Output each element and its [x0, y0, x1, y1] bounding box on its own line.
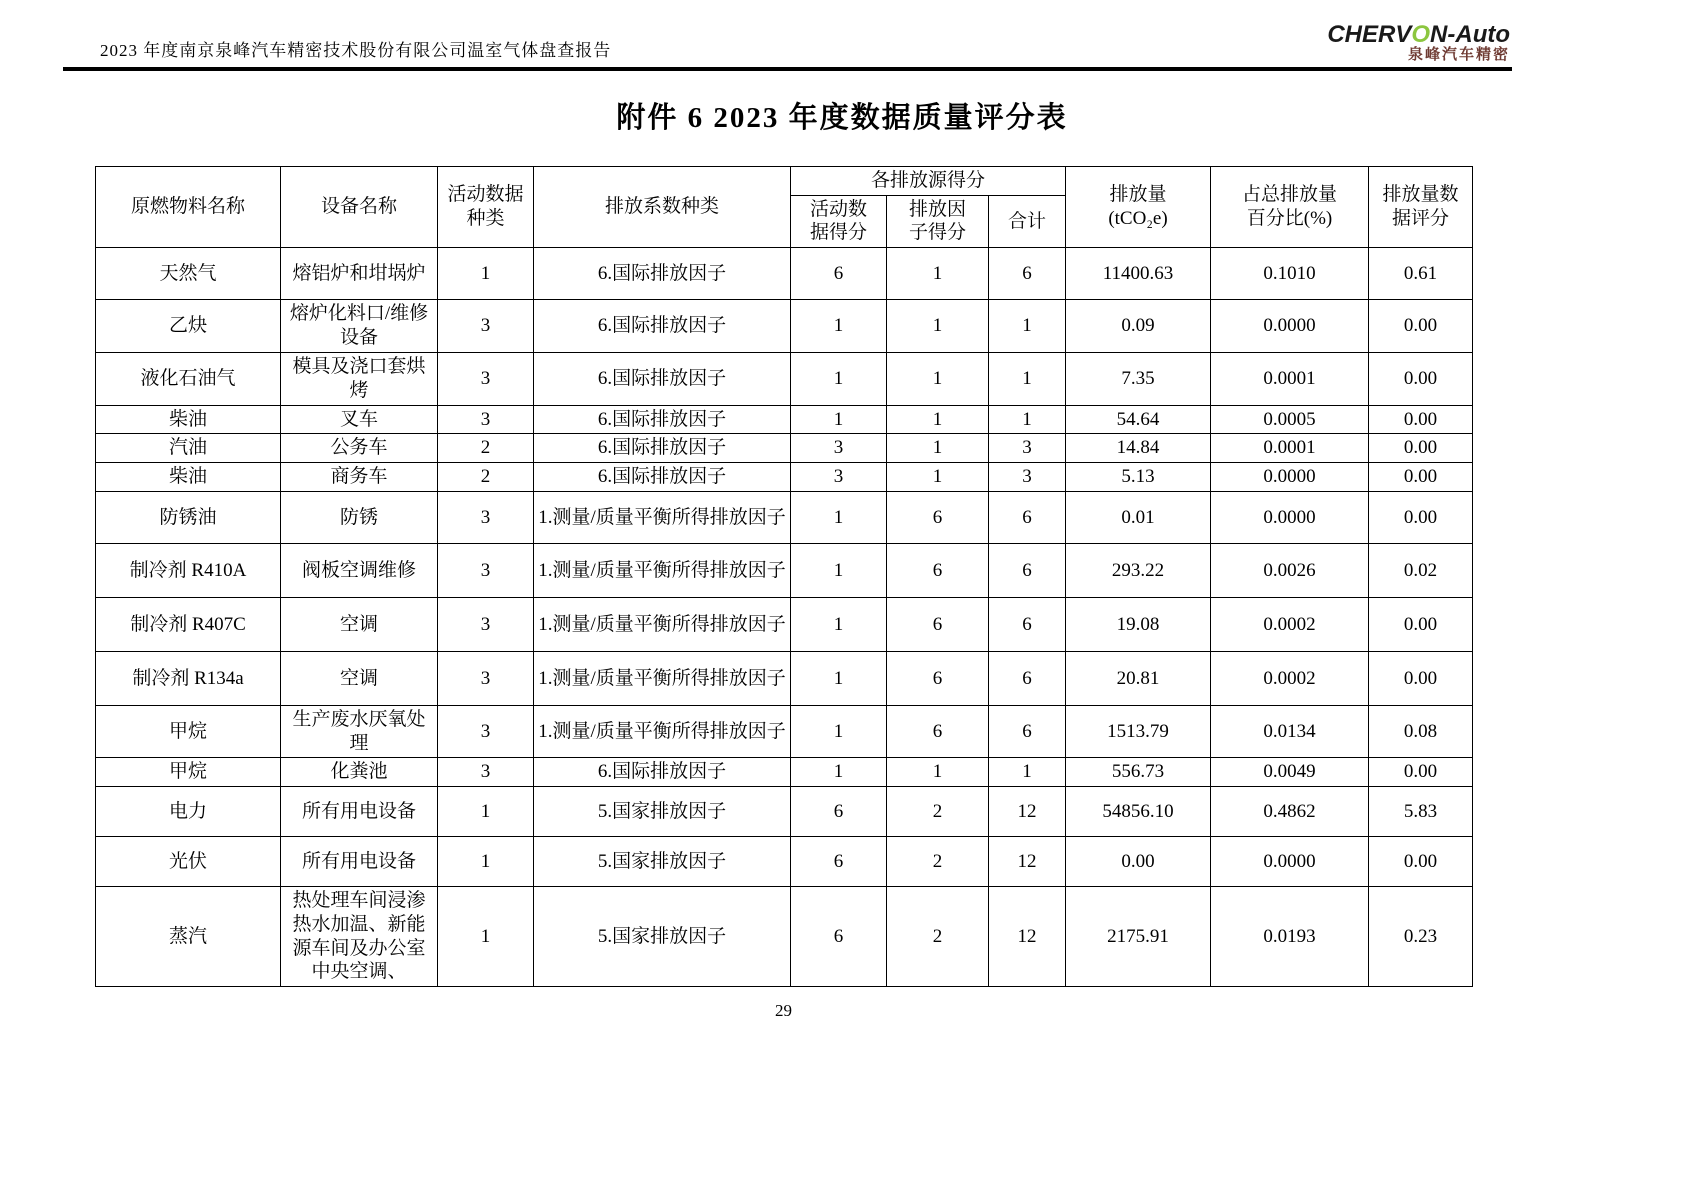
col-header-material: 原燃物料名称 [96, 166, 281, 247]
cell-activity-data-type: 3 [438, 300, 534, 353]
logo-brand-text: CHERVON-Auto [1327, 21, 1510, 48]
cell-data-score: 0.00 [1369, 463, 1473, 492]
cell-material: 光伏 [96, 837, 281, 887]
cell-factor-score: 6 [887, 543, 989, 597]
cell-material: 蒸汽 [96, 887, 281, 987]
cell-emission: 556.73 [1066, 758, 1211, 787]
cell-factor-score: 1 [887, 758, 989, 787]
cell-total-score: 6 [989, 597, 1066, 651]
cell-factor-score: 1 [887, 248, 989, 300]
cell-material: 甲烷 [96, 705, 281, 758]
cell-data-score: 0.00 [1369, 300, 1473, 353]
cell-factor-score: 2 [887, 837, 989, 887]
chervon-auto-logo [1327, 22, 1512, 63]
cell-total-score: 12 [989, 787, 1066, 837]
cell-material: 防锈油 [96, 491, 281, 543]
cell-share: 0.0049 [1211, 758, 1369, 787]
table-row [96, 651, 1473, 705]
cell-activity-score: 1 [791, 543, 887, 597]
cell-share: 0.0002 [1211, 651, 1369, 705]
cell-equipment: 公务车 [281, 434, 438, 463]
cell-equipment: 热处理车间浸渗热水加温、新能源车间及办公室中央空调、 [281, 887, 438, 987]
cell-share: 0.0134 [1211, 705, 1369, 758]
cell-factor-score: 6 [887, 491, 989, 543]
cell-data-score: 0.00 [1369, 434, 1473, 463]
cell-total-score: 12 [989, 887, 1066, 987]
cell-factor-score: 6 [887, 651, 989, 705]
cell-emission-factor-type: 1.测量/质量平衡所得排放因子 [534, 543, 791, 597]
cell-total-score: 6 [989, 543, 1066, 597]
cell-data-score: 0.00 [1369, 837, 1473, 887]
cell-activity-data-type: 1 [438, 837, 534, 887]
cell-data-score: 0.08 [1369, 705, 1473, 758]
cell-activity-data-type: 3 [438, 758, 534, 787]
table-row [96, 837, 1473, 887]
cell-emission: 1513.79 [1066, 705, 1211, 758]
cell-emission-factor-type: 1.测量/质量平衡所得排放因子 [534, 705, 791, 758]
cell-equipment: 阀板空调维修 [281, 543, 438, 597]
cell-emission-factor-type: 6.国际排放因子 [534, 434, 791, 463]
cell-equipment: 生产废水厌氧处理 [281, 705, 438, 758]
col-header-activity-score: 活动数 据得分 [791, 195, 887, 248]
table-row [96, 887, 1473, 987]
table-row [96, 597, 1473, 651]
cell-activity-score: 1 [791, 597, 887, 651]
cell-share: 0.0000 [1211, 837, 1369, 887]
cell-factor-score: 2 [887, 887, 989, 987]
cell-share: 0.0193 [1211, 887, 1369, 987]
cell-material: 电力 [96, 787, 281, 837]
cell-material: 乙炔 [96, 300, 281, 353]
cell-equipment: 所有用电设备 [281, 837, 438, 887]
cell-activity-data-type: 3 [438, 597, 534, 651]
cell-activity-score: 1 [791, 405, 887, 434]
cell-emission-factor-type: 6.国际排放因子 [534, 352, 791, 405]
cell-data-score: 0.00 [1369, 352, 1473, 405]
cell-data-score: 0.00 [1369, 405, 1473, 434]
cell-emission-factor-type: 5.国家排放因子 [534, 887, 791, 987]
cell-emission-factor-type: 5.国家排放因子 [534, 837, 791, 887]
cell-equipment: 模具及浇口套烘烤 [281, 352, 438, 405]
cell-data-score: 0.23 [1369, 887, 1473, 987]
cell-equipment: 化粪池 [281, 758, 438, 787]
cell-share: 0.0000 [1211, 491, 1369, 543]
cell-data-score: 0.02 [1369, 543, 1473, 597]
page-title: 附件 6 2023 年度数据质量评分表 [616, 101, 1068, 134]
cell-activity-score: 6 [791, 248, 887, 300]
table-row [96, 543, 1473, 597]
cell-total-score: 3 [989, 434, 1066, 463]
cell-emission-factor-type: 6.国际排放因子 [534, 248, 791, 300]
cell-total-score: 1 [989, 405, 1066, 434]
cell-activity-score: 1 [791, 758, 887, 787]
cell-activity-data-type: 3 [438, 352, 534, 405]
table-header-row-1 [96, 166, 1473, 195]
page-header [0, 0, 1684, 67]
col-header-source-scores-group: 各排放源得分 [791, 166, 1066, 195]
table-row [96, 405, 1473, 434]
table-row [96, 434, 1473, 463]
table-row [96, 787, 1473, 837]
cell-activity-score: 1 [791, 705, 887, 758]
cell-total-score: 1 [989, 300, 1066, 353]
cell-share: 0.1010 [1211, 248, 1369, 300]
cell-activity-data-type: 1 [438, 787, 534, 837]
cell-data-score: 0.00 [1369, 597, 1473, 651]
data-quality-score-table [95, 166, 1473, 987]
cell-equipment: 防锈 [281, 491, 438, 543]
col-header-emission: 排放量 (tCO₂e) [1066, 166, 1211, 247]
cell-data-score: 0.00 [1369, 491, 1473, 543]
cell-emission: 20.81 [1066, 651, 1211, 705]
cell-emission: 2175.91 [1066, 887, 1211, 987]
cell-emission: 11400.63 [1066, 248, 1211, 300]
col-header-activity-data-type: 活动数据 种类 [438, 166, 534, 247]
cell-share: 0.0001 [1211, 352, 1369, 405]
cell-emission-factor-type: 5.国家排放因子 [534, 787, 791, 837]
cell-activity-data-type: 3 [438, 705, 534, 758]
cell-total-score: 6 [989, 491, 1066, 543]
cell-total-score: 3 [989, 463, 1066, 492]
table-row [96, 248, 1473, 300]
cell-activity-score: 1 [791, 352, 887, 405]
cell-total-score: 1 [989, 758, 1066, 787]
cell-share: 0.4862 [1211, 787, 1369, 837]
cell-activity-score: 1 [791, 300, 887, 353]
cell-activity-data-type: 2 [438, 463, 534, 492]
cell-activity-score: 6 [791, 887, 887, 987]
cell-equipment: 熔炉化料口/维修设备 [281, 300, 438, 353]
col-header-factor-score: 排放因 子得分 [887, 195, 989, 248]
cell-equipment: 所有用电设备 [281, 787, 438, 837]
table-body [96, 248, 1473, 987]
cell-activity-score: 1 [791, 651, 887, 705]
cell-data-score: 0.00 [1369, 758, 1473, 787]
cell-emission-factor-type: 6.国际排放因子 [534, 463, 791, 492]
cell-activity-score: 3 [791, 434, 887, 463]
cell-total-score: 6 [989, 651, 1066, 705]
cell-data-score: 5.83 [1369, 787, 1473, 837]
table-row [96, 491, 1473, 543]
cell-factor-score: 2 [887, 787, 989, 837]
cell-emission: 19.08 [1066, 597, 1211, 651]
cell-material: 制冷剂 R134a [96, 651, 281, 705]
cell-material: 柴油 [96, 405, 281, 434]
cell-factor-score: 6 [887, 597, 989, 651]
cell-equipment: 空调 [281, 651, 438, 705]
cell-emission-factor-type: 1.测量/质量平衡所得排放因子 [534, 491, 791, 543]
header-rule [63, 67, 1512, 71]
table-row [96, 463, 1473, 492]
cell-emission: 14.84 [1066, 434, 1211, 463]
cell-emission: 0.09 [1066, 300, 1211, 353]
logo-o-mark: O [1411, 21, 1431, 48]
col-header-data-score: 排放量数 据评分 [1369, 166, 1473, 247]
cell-share: 0.0026 [1211, 543, 1369, 597]
cell-equipment: 叉车 [281, 405, 438, 434]
cell-activity-score: 3 [791, 463, 887, 492]
cell-share: 0.0000 [1211, 300, 1369, 353]
cell-activity-score: 6 [791, 837, 887, 887]
cell-data-score: 0.61 [1369, 248, 1473, 300]
cell-total-score: 6 [989, 705, 1066, 758]
cell-material: 制冷剂 R407C [96, 597, 281, 651]
cell-material: 甲烷 [96, 758, 281, 787]
cell-emission-factor-type: 6.国际排放因子 [534, 758, 791, 787]
col-header-emission-factor-type: 排放系数种类 [534, 166, 791, 247]
table-header [96, 166, 1473, 247]
cell-emission: 54.64 [1066, 405, 1211, 434]
cell-emission-factor-type: 6.国际排放因子 [534, 405, 791, 434]
cell-emission: 5.13 [1066, 463, 1211, 492]
cell-emission-factor-type: 6.国际排放因子 [534, 300, 791, 353]
cell-emission-factor-type: 1.测量/质量平衡所得排放因子 [534, 597, 791, 651]
cell-share: 0.0002 [1211, 597, 1369, 651]
cell-factor-score: 1 [887, 300, 989, 353]
cell-share: 0.0005 [1211, 405, 1369, 434]
logo-subtitle: 泉峰汽车精密 [1407, 46, 1510, 64]
report-header-text: 2023 年度南京泉峰汽车精密技术股份有限公司温室气体盘查报告 [100, 40, 612, 60]
cell-emission-factor-type: 1.测量/质量平衡所得排放因子 [534, 651, 791, 705]
table-row [96, 352, 1473, 405]
cell-total-score: 1 [989, 352, 1066, 405]
table-row [96, 300, 1473, 353]
cell-activity-data-type: 3 [438, 651, 534, 705]
cell-total-score: 12 [989, 837, 1066, 887]
cell-activity-data-type: 3 [438, 405, 534, 434]
col-header-share: 占总排放量 百分比(%) [1211, 166, 1369, 247]
col-header-equipment: 设备名称 [281, 166, 438, 247]
cell-data-score: 0.00 [1369, 651, 1473, 705]
cell-material: 天然气 [96, 248, 281, 300]
cell-factor-score: 1 [887, 463, 989, 492]
cell-emission: 7.35 [1066, 352, 1211, 405]
cell-share: 0.0000 [1211, 463, 1369, 492]
cell-emission: 293.22 [1066, 543, 1211, 597]
cell-total-score: 6 [989, 248, 1066, 300]
cell-activity-score: 6 [791, 787, 887, 837]
cell-emission: 54856.10 [1066, 787, 1211, 837]
cell-material: 柴油 [96, 463, 281, 492]
cell-activity-data-type: 3 [438, 491, 534, 543]
cell-activity-score: 1 [791, 491, 887, 543]
col-header-total: 合计 [989, 195, 1066, 248]
cell-emission: 0.01 [1066, 491, 1211, 543]
cell-activity-data-type: 2 [438, 434, 534, 463]
cell-factor-score: 1 [887, 405, 989, 434]
cell-activity-data-type: 3 [438, 543, 534, 597]
cell-equipment: 商务车 [281, 463, 438, 492]
cell-emission: 0.00 [1066, 837, 1211, 887]
cell-factor-score: 6 [887, 705, 989, 758]
table-row [96, 758, 1473, 787]
cell-activity-data-type: 1 [438, 248, 534, 300]
cell-activity-data-type: 1 [438, 887, 534, 987]
cell-factor-score: 1 [887, 352, 989, 405]
table-row [96, 705, 1473, 758]
cell-material: 汽油 [96, 434, 281, 463]
cell-factor-score: 1 [887, 434, 989, 463]
cell-equipment: 熔铝炉和坩埚炉 [281, 248, 438, 300]
cell-equipment: 空调 [281, 597, 438, 651]
cell-share: 0.0001 [1211, 434, 1369, 463]
page-number: 29 [775, 1001, 792, 1021]
cell-material: 制冷剂 R410A [96, 543, 281, 597]
cell-material: 液化石油气 [96, 352, 281, 405]
